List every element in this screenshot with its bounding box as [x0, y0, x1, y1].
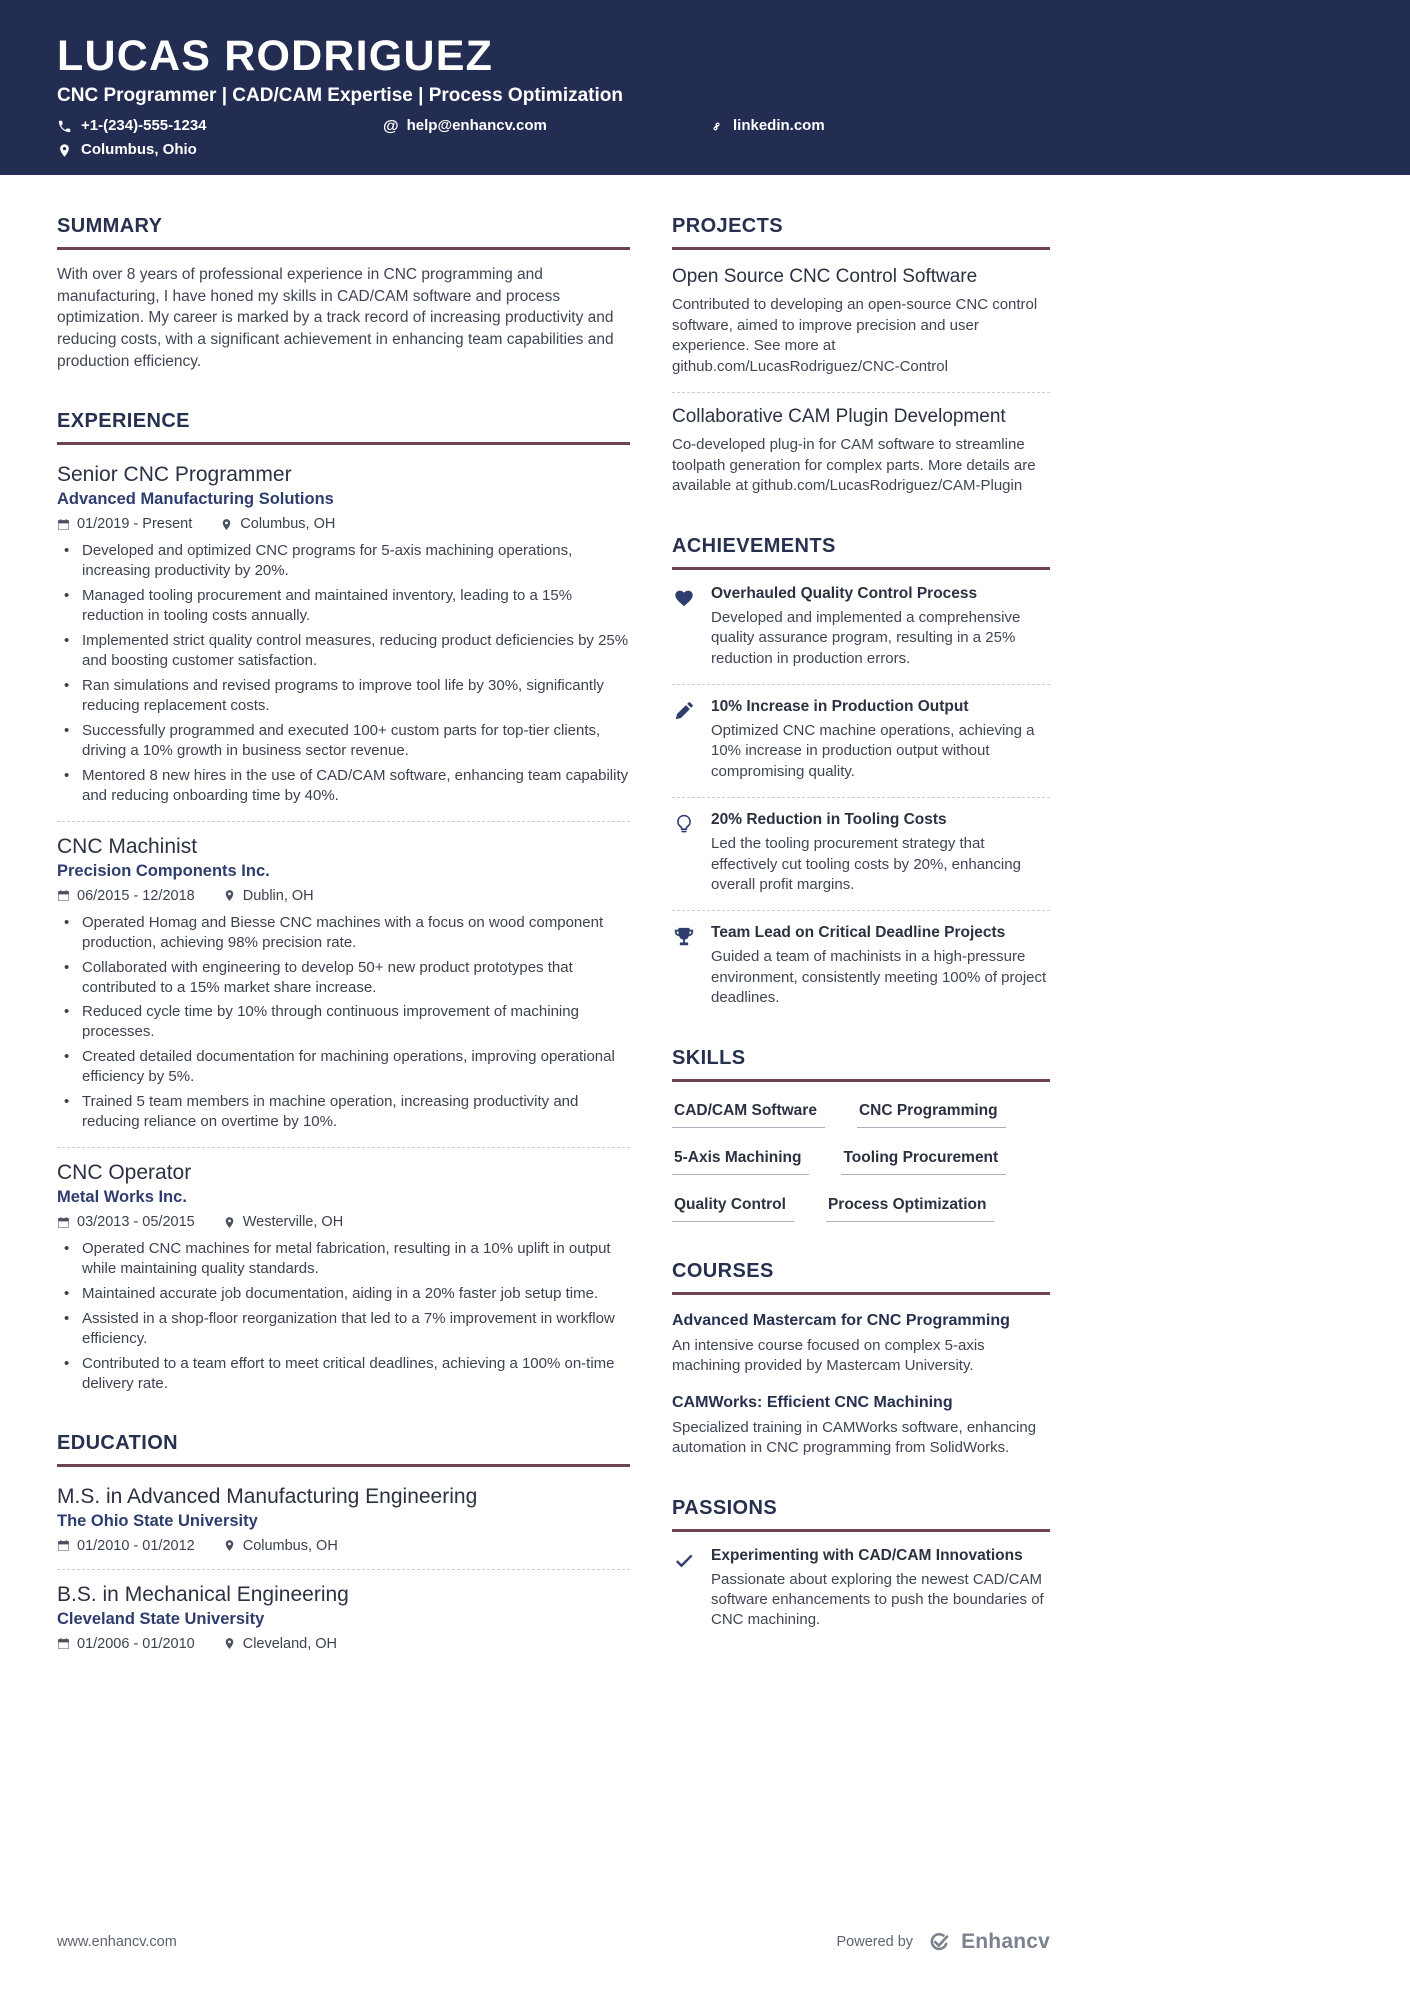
powered-by-label: Powered by	[836, 1934, 914, 1950]
project-title: Open Source CNC Control Software	[672, 266, 978, 287]
divider	[57, 821, 630, 822]
education-dates: 01/2006 - 01/2010	[57, 1636, 195, 1652]
summary-heading: SUMMARY	[57, 215, 630, 250]
footer	[57, 1930, 1050, 1954]
contact-row	[57, 117, 1353, 135]
location-text: Columbus, Ohio	[81, 141, 197, 158]
bullet: • Reduced cycle time by 10% through continuous improvement of machining processes.	[57, 1002, 630, 1042]
course-description: An intensive course focused on complex 5-axis machining provided by Mastercam University.	[672, 1336, 985, 1375]
passion-description: Passionate about exploring the newest CAD/CAM software enhancements to push the boundaries of CNC machining.	[711, 1570, 1044, 1629]
enhancv-brand-name: Enhancv	[961, 1930, 1050, 1953]
footer-site-link[interactable]: www.enhancv.com	[57, 1934, 177, 1950]
achievement-title: Overhauled Quality Control Process	[711, 584, 978, 602]
phone-icon	[57, 119, 81, 134]
skill-tag: Tooling Procurement	[841, 1149, 1006, 1175]
skills-list	[672, 1102, 1050, 1222]
calendar-icon	[57, 1539, 77, 1552]
pin-icon	[220, 518, 240, 531]
trophy-icon	[672, 924, 696, 1008]
email-link[interactable]	[383, 117, 709, 135]
bullet: • Operated CNC machines for metal fabrication, resulting in a 10% uplift in output while maintaining quality standards.	[57, 1239, 630, 1279]
contact-row-2	[57, 141, 1353, 159]
bullet: • Successfully programmed and executed 100+ custom parts for top-tier clients, driving a 10% growth in business sector revenue.	[57, 721, 630, 761]
bullet: • Developed and optimized CNC programs for 5-axis machining operations, increasing productivity by 20%.	[57, 541, 630, 581]
email-text: help@enhancv.com	[406, 117, 547, 134]
degree: M.S. in Advanced Manufacturing Engineering	[57, 1484, 478, 1508]
job-dates: 03/2013 - 05/2015	[57, 1214, 195, 1230]
job-company: Advanced Manufacturing Solutions	[57, 490, 334, 509]
passion-entry	[672, 1547, 1050, 1631]
pen-icon	[672, 698, 696, 782]
projects-heading: PROJECTS	[672, 215, 1050, 250]
section-skills	[672, 1047, 1050, 1222]
achievement-entry	[672, 924, 1050, 1008]
education-meta	[57, 1636, 630, 1652]
divider	[672, 910, 1050, 911]
pin-icon	[223, 1539, 243, 1552]
calendar-icon	[57, 518, 77, 531]
experience-heading: EXPERIENCE	[57, 410, 630, 445]
education-dates: 01/2010 - 01/2012	[57, 1538, 195, 1554]
project-description: Co-developed plug-in for CAM software to streamline toolpath generation for complex parts. More details are available at github.com/LucasRodriguez/CAM-Plugin	[672, 436, 1036, 495]
calendar-icon	[57, 1637, 77, 1650]
passions-heading: PASSIONS	[672, 1497, 1050, 1532]
bullet: • Managed tooling procurement and maintained inventory, leading to a 15% reduction in tooling costs annually.	[57, 586, 630, 626]
bullet: • Collaborated with engineering to develop 50+ new product prototypes that contributed to a 15% market share increase.	[57, 958, 630, 998]
education-location: Columbus, OH	[223, 1538, 338, 1554]
job-bullets	[57, 913, 630, 1132]
courses-heading: COURSES	[672, 1260, 1050, 1295]
summary-text: With over 8 years of professional experience in CNC programming and manufacturing, I have honed my skills in CAD/CAM software and process optimization. My career is marked by a track record of increasing productivity and reducing costs, with a significant achievement in enhancing team capabilities and production efficiency.	[57, 266, 614, 370]
achievement-title: Team Lead on Critical Deadline Projects	[711, 924, 1006, 942]
skills-heading: SKILLS	[672, 1047, 1050, 1082]
check-icon	[672, 1547, 696, 1631]
achievement-entry	[672, 585, 1050, 669]
achievement-entry	[672, 698, 1050, 782]
pin-icon	[223, 1216, 243, 1229]
achievement-title: 20% Reduction in Tooling Costs	[711, 811, 947, 829]
calendar-icon	[57, 1216, 77, 1229]
achievement-entry	[672, 811, 1050, 895]
job-meta	[57, 1214, 630, 1230]
project-entry	[672, 406, 1050, 497]
job-location: Westerville, OH	[223, 1214, 343, 1230]
divider	[57, 1569, 630, 1570]
divider	[57, 1147, 630, 1148]
header	[0, 0, 1410, 175]
job-location: Dublin, OH	[223, 888, 314, 904]
achievement-description: Led the tooling procurement strategy that effectively cut tooling costs by 20%, enhancing overall profit margins.	[711, 835, 1021, 893]
bullet: • Maintained accurate job documentation, aiding in a 20% faster job setup time.	[57, 1284, 630, 1304]
pin-icon	[223, 1637, 243, 1650]
course-entry	[672, 1312, 1050, 1377]
phone	[57, 117, 383, 135]
candidate-name: LUCAS RODRIGUEZ	[57, 32, 494, 80]
course-title: Advanced Mastercam for CNC Programming	[672, 1311, 1010, 1329]
job-meta	[57, 516, 630, 532]
school: Cleveland State University	[57, 1609, 265, 1628]
job-title: Senior CNC Programmer	[57, 463, 292, 487]
bullet: • Trained 5 team members in machine operation, increasing productivity and reducing reliance on overtime by 10%.	[57, 1092, 630, 1132]
achievement-body	[711, 585, 1050, 669]
section-experience	[57, 410, 630, 1393]
job-bullets	[57, 1239, 630, 1394]
education-entry	[57, 1583, 630, 1652]
skill-tag: Quality Control	[672, 1196, 794, 1222]
section-passions	[672, 1497, 1050, 1631]
job-entry	[57, 463, 630, 805]
enhancv-logo-icon	[923, 1931, 951, 1953]
main-content	[0, 215, 1092, 1661]
pin-icon	[223, 889, 243, 902]
education-location: Cleveland, OH	[223, 1636, 337, 1652]
job-company: Metal Works Inc.	[57, 1188, 187, 1207]
job-dates: 06/2015 - 12/2018	[57, 888, 195, 904]
job-company: Precision Components Inc.	[57, 861, 270, 880]
bullet: • Mentored 8 new hires in the use of CAD/CAM software, enhancing team capability and reducing onboarding time by 40%.	[57, 766, 630, 806]
project-description: Contributed to developing an open-source CNC control software, aimed to improve precision and user experience. See more at github.com/LucasRodriguez/CNC-Control	[672, 296, 1038, 375]
course-description: Specialized training in CAMWorks software, enhancing automation in CNC programming from SolidWorks.	[672, 1418, 1037, 1457]
location-icon	[57, 143, 81, 158]
achievement-body	[711, 811, 1050, 895]
bullet: • Assisted in a shop-floor reorganization that led to a 7% improvement in workflow efficiency.	[57, 1309, 630, 1349]
achievement-description: Developed and implemented a comprehensive quality assurance program, resulting in a 25% reduction in production errors.	[711, 608, 1021, 667]
education-meta	[57, 1538, 630, 1554]
bullet: • Ran simulations and revised programs to improve tool life by 30%, significantly reducing replacement costs.	[57, 676, 630, 716]
school: The Ohio State University	[57, 1511, 258, 1530]
skill-tag: 5-Axis Machining	[672, 1149, 809, 1175]
education-entry	[57, 1485, 630, 1554]
bullet: • Created detailed documentation for machining operations, improving operational efficiency by 5%.	[57, 1047, 630, 1087]
achievement-title: 10% Increase in Production Output	[711, 698, 969, 715]
calendar-icon	[57, 889, 77, 902]
skill-tag: CAD/CAM Software	[672, 1102, 825, 1128]
passion-title: Experimenting with CAD/CAM Innovations	[711, 1546, 1023, 1564]
location	[57, 141, 197, 159]
powered-by	[836, 1930, 1050, 1954]
degree: B.S. in Mechanical Engineering	[57, 1582, 349, 1606]
education-heading: EDUCATION	[57, 1432, 630, 1467]
achievement-body	[711, 698, 1050, 782]
job-title: CNC Operator	[57, 1161, 192, 1185]
section-education	[57, 1432, 630, 1652]
section-achievements	[672, 535, 1050, 1009]
phone-number: +1-(234)-555-1234	[81, 117, 207, 134]
job-entry	[57, 1161, 630, 1394]
section-projects	[672, 215, 1050, 497]
job-dates: 01/2019 - Present	[57, 516, 192, 532]
achievement-body	[711, 924, 1050, 1008]
bullet: • Operated Homag and Biesse CNC machines with a focus on wood component production, achieving 98% precision rate.	[57, 913, 630, 953]
job-title: CNC Machinist	[57, 834, 198, 858]
headline: CNC Programmer | CAD/CAM Expertise | Process Optimization	[57, 85, 623, 106]
achievement-description: Guided a team of machinists in a high-pressure environment, consistently meeting 100% of project deadlines.	[711, 948, 1047, 1007]
job-meta	[57, 888, 630, 904]
divider	[672, 392, 1050, 393]
course-entry	[672, 1394, 1050, 1459]
project-entry	[672, 266, 1050, 377]
lightbulb-icon	[672, 811, 696, 895]
skill-tag: Process Optimization	[826, 1196, 994, 1222]
course-title: CAMWorks: Efficient CNC Machining	[672, 1393, 953, 1411]
job-bullets	[57, 541, 630, 805]
achievements-heading: ACHIEVEMENTS	[672, 535, 1050, 570]
link-icon	[709, 119, 733, 134]
heart-icon	[672, 585, 696, 669]
skill-tag: CNC Programming	[857, 1102, 1006, 1128]
section-summary	[57, 215, 630, 372]
bullet: • Implemented strict quality control measures, reducing product deficiencies by 25% and boosting customer satisfaction.	[57, 631, 630, 671]
divider	[672, 684, 1050, 685]
project-title: Collaborative CAM Plugin Development	[672, 406, 1006, 428]
linkedin-text: linkedin.com	[733, 117, 825, 134]
left-column	[57, 215, 630, 1661]
at-icon: @	[383, 117, 399, 135]
bullet: • Contributed to a team effort to meet critical deadlines, achieving a 100% on-time delivery rate.	[57, 1354, 630, 1394]
divider	[672, 797, 1050, 798]
section-courses	[672, 1260, 1050, 1459]
linkedin-link[interactable]	[709, 117, 825, 135]
achievement-description: Optimized CNC machine operations, achieving a 10% increase in production output without compromising quality.	[711, 722, 1035, 780]
job-entry	[57, 835, 630, 1132]
job-location: Columbus, OH	[220, 516, 335, 532]
passion-body	[711, 1547, 1050, 1631]
right-column	[672, 215, 1050, 1661]
